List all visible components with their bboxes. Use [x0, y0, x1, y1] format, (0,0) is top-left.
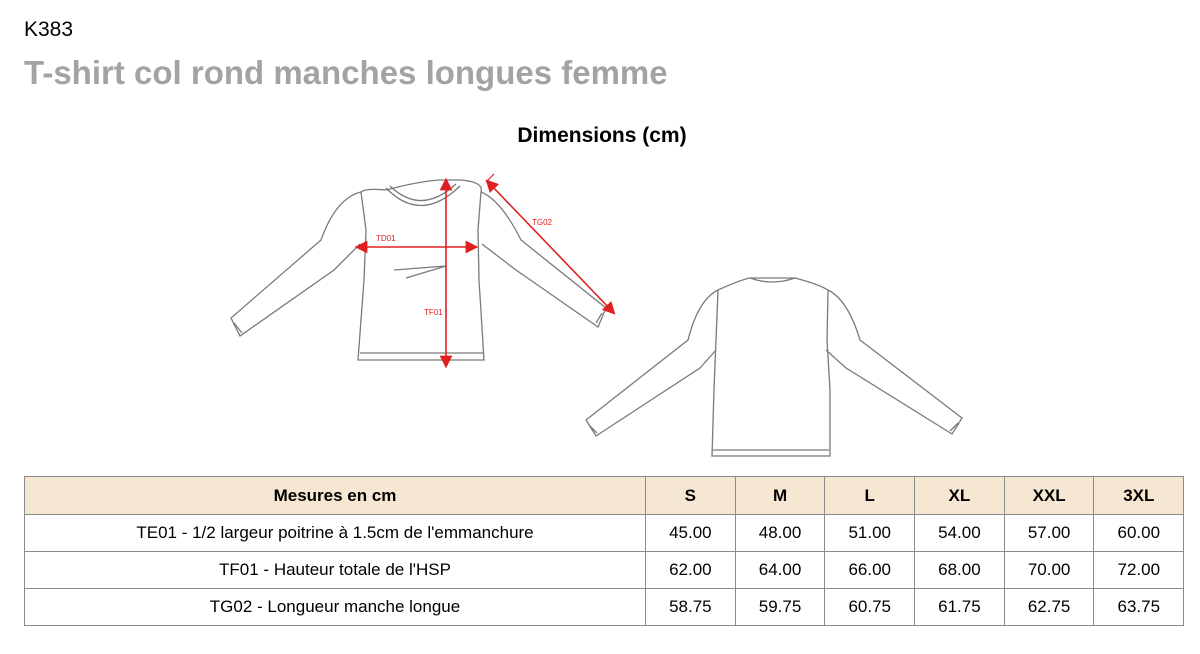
- table-cell: 60.75: [825, 589, 915, 626]
- table-cell: 66.00: [825, 552, 915, 589]
- back-view-diagram: [580, 270, 975, 465]
- table-row: [25, 589, 1184, 626]
- product-title: T-shirt col rond manches longues femme: [24, 54, 668, 91]
- size-header: L: [825, 477, 915, 515]
- product-code: K383: [24, 18, 74, 41]
- size-table-header: [25, 477, 1184, 515]
- section-title: Dimensions (cm): [517, 124, 687, 147]
- table-cell: 72.00: [1094, 552, 1184, 589]
- back-garment-outline: [586, 278, 962, 456]
- row-label: TG02 - Longueur manche longue: [25, 589, 646, 626]
- table-cell: 62.00: [646, 552, 736, 589]
- chest-measure-label: TD01: [376, 234, 396, 243]
- height-measure-label: TF01: [424, 308, 443, 317]
- size-header: S: [646, 477, 736, 515]
- size-header: 3XL: [1094, 477, 1184, 515]
- size-header: M: [735, 477, 825, 515]
- table-cell: 45.00: [646, 515, 736, 552]
- table-cell: 51.00: [825, 515, 915, 552]
- table-row: [25, 515, 1184, 552]
- size-table: [24, 476, 1184, 626]
- size-header: XXL: [1004, 477, 1094, 515]
- front-view-diagram: [226, 170, 626, 370]
- table-cell: 58.75: [646, 589, 736, 626]
- table-cell: 61.75: [915, 589, 1005, 626]
- table-cell: 48.00: [735, 515, 825, 552]
- front-garment-outline: [231, 180, 606, 360]
- table-cell: 70.00: [1004, 552, 1094, 589]
- table-cell: 64.00: [735, 552, 825, 589]
- table-cell: 57.00: [1004, 515, 1094, 552]
- table-row: [25, 552, 1184, 589]
- table-cell: 54.00: [915, 515, 1005, 552]
- table-cell: 60.00: [1094, 515, 1184, 552]
- table-cell: 62.75: [1004, 589, 1094, 626]
- size-header: XL: [915, 477, 1005, 515]
- table-cell: 59.75: [735, 589, 825, 626]
- sleeve-measure-label: TG02: [532, 218, 553, 227]
- table-cell: 63.75: [1094, 589, 1184, 626]
- row-label: TF01 - Hauteur totale de l'HSP: [25, 552, 646, 589]
- row-label: TE01 - 1/2 largeur poitrine à 1.5cm de l'emmanchure: [25, 515, 646, 552]
- table-cell: 68.00: [915, 552, 1005, 589]
- header-label: Mesures en cm: [25, 477, 646, 515]
